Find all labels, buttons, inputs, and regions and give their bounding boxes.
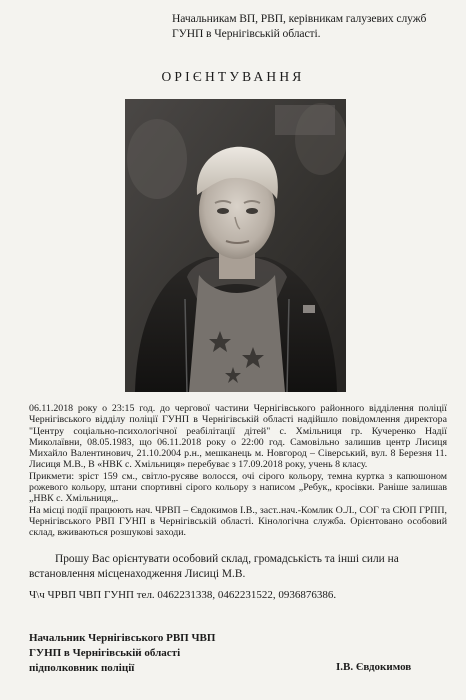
addressee-line-1: Начальникам ВП, РВП, керівникам галузевих служб [172, 12, 427, 25]
request-line-1: Прошу Вас орієнтувати особовий склад, громадськість та інші сили на [55, 553, 399, 565]
signer-position-line-1: Начальник Чернігівського РВП ЧВП [29, 632, 216, 644]
signer-position-line-2: ГУНП в Чернігівській області [29, 647, 181, 659]
signer-name: І.В. Євдокимов [336, 661, 412, 673]
addressee-line-2: ГУНП в Чернігівській області. [172, 27, 321, 40]
request-block [29, 552, 449, 582]
missing-person-photo [125, 99, 346, 392]
document-body [29, 403, 447, 539]
document-title: ОРІЄНТУВАННЯ [161, 69, 305, 84]
signer-rank: підполковник поліції [29, 662, 135, 674]
addressee-block [172, 11, 457, 41]
description-paragraph: Прикмети: зріст 159 см., світло-русяве волосся, очі сірого кольору, темна куртка з капюшоном рожевого кольору, штани спортивні сірого кольору з написом „Ребук„ кросівки. Раніше залишав „НВК с. Хмільниця„. [29, 470, 447, 505]
contact-phones: Ч\ч ЧРВП ЧВП ГУНП тел. 0462231338, 0462231522, 0936876386. [29, 589, 337, 601]
actions-paragraph: На місці події працюють нач. ЧРВП – Євдокимов І.В., заст..нач.-Комлик О.Л., СОГ та СЮП ГРПП, Чернігівського РВП ГУНП в Чернігівській області. Кінологічна служба. Орієнтовано особовий склад, вживаються розшукові заходи. [29, 504, 447, 539]
request-line-2: встановлення місценаходження Лисиці М.В. [29, 568, 246, 580]
incident-paragraph: 06.11.2018 року о 23:15 год. до чергової частини Чернігівського районного відділення поліції Чернігівського відділу поліції ГУНП в Чернігівській області надійшло повідомлення директора "Центру соціально-психологічної реабілітації дітей" с. Хмільниця гр. Кучеренко Надії Миколаївни, 08.05.1983, що 06.11.2018 року о 22:00 год. Самовільно залишив центр Лисиця Михайло Валентинович, 21.10.2004 р.н., мешканець м. Новгород – Сіверський, вул. 8 Березня 11. Лисиця М.В., В «НВК с. Хмільниця» перебуває з 17.09.2018 року, учень 8 класу. [29, 403, 447, 471]
